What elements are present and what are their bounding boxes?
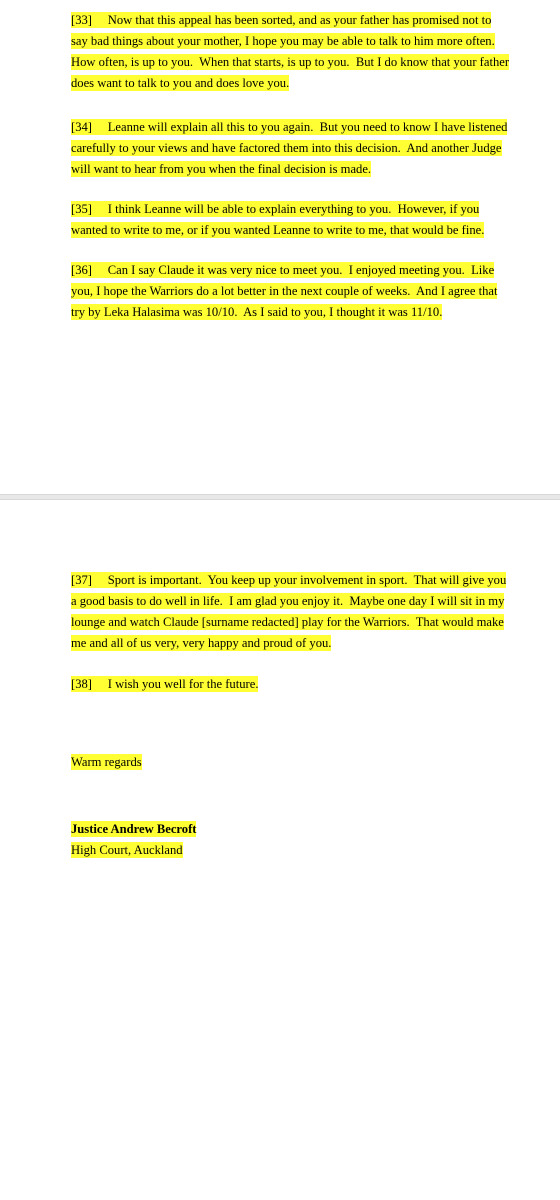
paragraph-37	[71, 570, 507, 654]
paragraph-33-line-3: How often, is up to you. When that starts, is up to you. But I do know that your father	[71, 55, 510, 69]
paragraph-36-line-3: try by Leka Halasima was 10/10. As I said to you, I thought it was 11/10.	[71, 305, 443, 319]
paragraph-37-line-2: a good basis to do well in life. I am glad you enjoy it. Maybe one day I will sit in my	[71, 594, 505, 608]
paragraph-34	[71, 117, 508, 180]
paragraph-36-line-1: [36] Can I say Claude it was very nice to meet you. I enjoyed meeting you. Like	[71, 263, 495, 277]
paragraph-35-line-1: [35] I think Leanne will be able to explain everything to you. However, if you	[71, 202, 480, 216]
closing	[71, 752, 491, 773]
paragraph-37-line-1: [37] Sport is important. You keep up your involvement in sport. That will give you	[71, 573, 507, 587]
document-page-2	[0, 500, 560, 1200]
closing-text: Warm regards	[71, 755, 142, 769]
paragraph-36	[71, 260, 498, 323]
paragraph-38-line-1: [38] I wish you well for the future.	[71, 677, 259, 691]
paragraph-35-line-2: wanted to write to me, or if you wanted Leanne to write to me, that would be fine.	[71, 223, 485, 237]
paragraph-37-line-4: me and all of us very, very happy and proud of you.	[71, 636, 332, 650]
signature-court: High Court, Auckland	[71, 843, 183, 857]
document-page-1	[0, 0, 560, 494]
paragraph-33-line-2: say bad things about your mother, I hope you may be able to talk to him more often.	[71, 34, 495, 48]
paragraph-37-line-3: lounge and watch Claude [surname redacted] play for the Warriors. That would make	[71, 615, 504, 629]
paragraph-36-line-2: you, I hope the Warriors do a lot better in the next couple of weeks. And I agree that	[71, 284, 498, 298]
paragraph-34-line-2: carefully to your views and have factored them into this decision. And another Judge	[71, 141, 502, 155]
paragraph-34-line-3: will want to hear from you when the final decision is made.	[71, 162, 372, 176]
paragraph-33-line-1: [33] Now that this appeal has been sorted, and as your father has promised not to	[71, 13, 492, 27]
signature-block	[71, 819, 491, 861]
signature-name: Justice Andrew Becroft	[71, 822, 197, 836]
paragraph-33	[71, 10, 510, 94]
paragraph-38	[71, 674, 491, 695]
paragraph-33-line-4: does want to talk to you and does love you.	[71, 76, 290, 90]
paragraph-34-line-1: [34] Leanne will explain all this to you again. But you need to know I have listened	[71, 120, 508, 134]
paragraph-35	[71, 199, 491, 241]
